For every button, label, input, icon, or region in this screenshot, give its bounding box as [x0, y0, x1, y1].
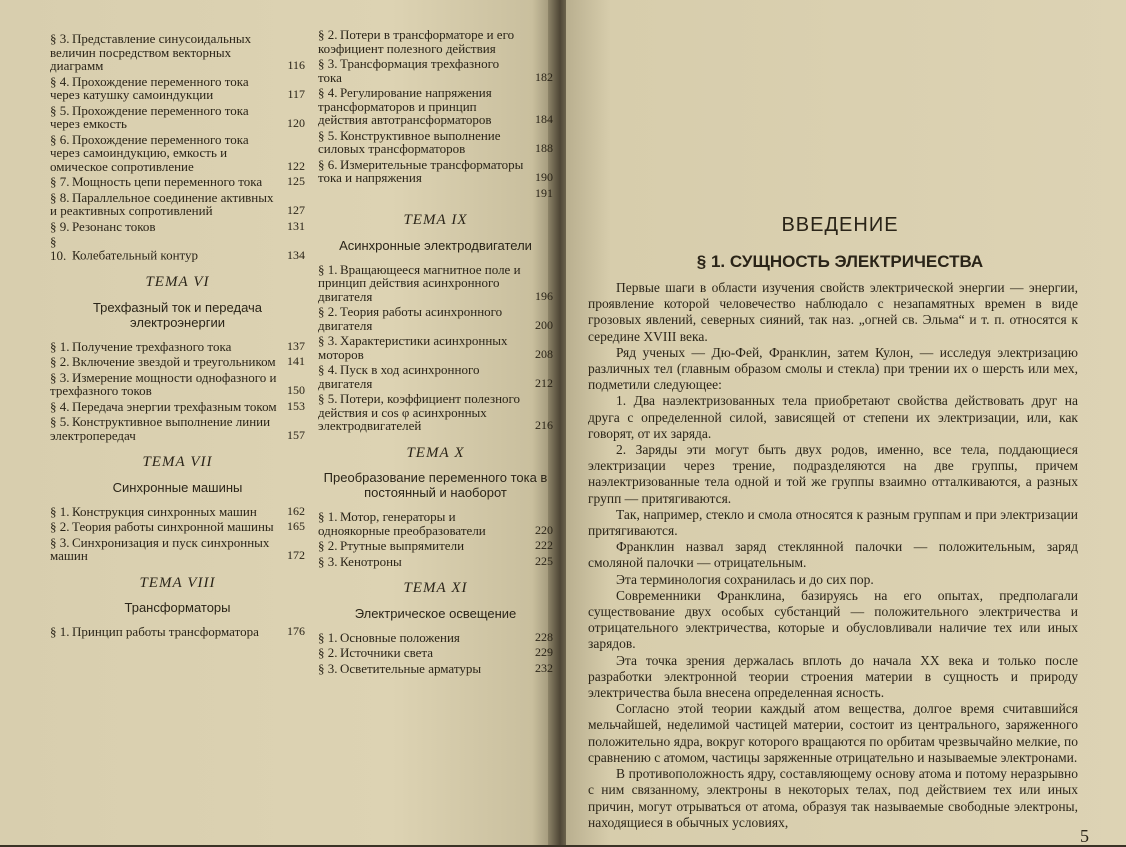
tema-heading: ТЕМА XI [403, 580, 468, 596]
section-title: Мощность цепи переменного тока [72, 174, 263, 189]
page-ref: 216 [535, 418, 553, 432]
toc-entry [50, 400, 305, 414]
toc-entry [50, 625, 305, 639]
toc-entry [50, 104, 305, 131]
toc-entry [50, 220, 305, 234]
toc-entry [50, 415, 305, 442]
toc-entry-text [50, 505, 305, 519]
section-number: § 2. [318, 538, 338, 553]
paragraph: Эта терминология сохранилась и до сих пор. [616, 571, 874, 587]
page-ref: 228 [535, 629, 553, 644]
page-ref: 150 [287, 383, 305, 397]
toc-entry-text [318, 555, 553, 569]
body-text [588, 280, 1078, 831]
section-title: Потери в трансформаторе и его коэфициент полезного действия [318, 27, 515, 56]
section-number: § 1. [50, 503, 70, 519]
topic-title: Электрическое освещение [354, 605, 517, 621]
page-ref: 222 [535, 538, 553, 552]
section-number: § 2. [50, 354, 70, 369]
toc-entry [50, 520, 305, 534]
section-number: § 10. [50, 234, 67, 263]
section-number: § 3. [50, 31, 70, 46]
section-number: § 5. [50, 414, 70, 429]
section-title: Конструктивное выполнение линии электропередач [50, 414, 271, 443]
section-title: Основные положения [340, 629, 460, 645]
page-ref: 137 [287, 338, 305, 353]
toc-entry-text [50, 400, 305, 414]
page-ref: 131 [287, 218, 305, 233]
toc-entry-text [50, 104, 305, 131]
toc-entry [50, 371, 305, 398]
section-title: Пуск в ход асинхронного двигателя [318, 362, 480, 391]
page-ref: 220 [535, 522, 553, 537]
section-title: Кенотроны [340, 553, 402, 569]
section-title: Конструктивное выполнение силовых трансформаторов [318, 127, 501, 156]
section-title: Потери, коэффициент полезного действия и cos φ асинхронных электродвигателей [318, 391, 521, 433]
toc-entry-text [50, 32, 305, 73]
topic-title: Трехфазный ток и передача электроэнергии [92, 299, 263, 330]
section-number: § 4. [318, 85, 338, 100]
toc-entry-text [318, 263, 553, 304]
toc-column-left [50, 32, 305, 641]
section-number: § 9. [50, 218, 70, 234]
page-ref: 134 [287, 247, 305, 262]
page-ref: 127 [287, 203, 305, 217]
toc-entries [50, 32, 305, 262]
paragraph: Ряд ученых — Дю-Фей, Франклин, затем Кулон, — исследуя электризацию различных тел (главным образом смолы и стекла) при трении их о шерсть или мех, подметили следующее: [588, 344, 1078, 393]
page-number-tail: 191 [535, 185, 553, 200]
toc-entry [318, 57, 553, 84]
toc-entry-text [318, 28, 553, 55]
section-title: Колебательный контур [72, 247, 199, 263]
section-title: Трансформация трехфазного тока [318, 56, 500, 85]
toc-entry-text [50, 191, 305, 218]
page-ref: 232 [535, 660, 553, 675]
paragraph: Первые шаги в области изучения свойств электрической энергии — энергии, проявление которой человечество наблюдало с незапамятных времен в виде грозовых явлений, северных сияний, так наз. „огней св. Эльма“ и т. п. относятся к середине XVIII века. [588, 280, 1078, 344]
toc-entry-text [50, 175, 305, 189]
toc-entry-text [318, 86, 553, 127]
section-number: § 8. [50, 189, 70, 205]
page-ref: 122 [287, 158, 305, 173]
toc-entry-text [318, 57, 553, 84]
toc-entries [318, 263, 553, 433]
section-number: § 5. [318, 391, 338, 406]
toc-entry [50, 235, 305, 262]
toc-entry [318, 86, 553, 127]
toc-entries [318, 631, 553, 676]
toc-entry-text [318, 334, 553, 361]
toc-entry [50, 175, 305, 189]
toc-entry-text [50, 520, 305, 534]
section-title: Ртутные выпрямители [340, 538, 465, 553]
page-ref: 208 [535, 346, 553, 361]
section-title: Включение звездой и треугольником [72, 354, 276, 369]
section-number: § 1. [50, 624, 70, 639]
section-number: § 5. [318, 127, 338, 143]
page-ref: 141 [287, 354, 305, 368]
section-title: Измерительные трансформаторы тока и напряжения [318, 156, 524, 185]
section-number: § 1. [318, 261, 338, 277]
section-number: § 4. [318, 362, 338, 377]
toc-entry-text [318, 363, 553, 390]
section-number: § 2. [50, 519, 70, 534]
section-number: § 1. [50, 338, 70, 354]
paragraph: В противоположность ядру, составляющему основу атома и потому неразрывно с ним связанному, электроны в некоторых телах, под действием тех или иных причин, могут отрываться от атома, образуя так называемые свободные электроны, находящиеся в обычных условиях, [588, 766, 1078, 830]
tema-heading: ТЕМА IX [403, 212, 468, 228]
toc-entry [318, 555, 553, 569]
page-ref: 176 [287, 624, 305, 638]
section-number: § 3. [318, 553, 338, 569]
toc-entry-text [50, 415, 305, 442]
toc-entry-text [50, 75, 305, 102]
page-ref: 165 [287, 519, 305, 533]
page-ref: 116 [287, 58, 305, 72]
section-number: § 1. [318, 629, 338, 645]
page-ref: 153 [287, 398, 305, 413]
page-ref: 212 [535, 375, 553, 390]
tema-heading: ТЕМА X [406, 444, 465, 461]
page-ref: 157 [287, 427, 305, 442]
toc-entry [50, 536, 305, 563]
toc-column-right [318, 28, 553, 677]
toc-entry-text [318, 539, 553, 553]
paragraph: 1. Два наэлектризованных тела приобретают свойства действовать друг на друга с определенной силой, зависящей от степени их электризации, или, как говорят, от их заряда. [588, 393, 1078, 441]
toc-entry [318, 392, 553, 433]
toc-entry-text [50, 235, 305, 262]
toc-entry-text [318, 158, 553, 185]
toc-entry [50, 340, 305, 354]
page-ref: 200 [535, 317, 553, 332]
section-title: Измерение мощности однофазного и трехфазного токов [50, 369, 277, 398]
section-title: Прохождение переменного тока через самоиндукцию, емкость и омическое сопротивление [50, 131, 249, 174]
topic-title: Асинхронные электродвигатели [339, 237, 532, 253]
toc-entry [50, 505, 305, 519]
section-title: Параллельное соединение активных и реактивных сопротивлений [50, 189, 274, 218]
page-number: 5 [1080, 826, 1089, 846]
section-number: § 2. [318, 645, 338, 660]
chapter-heading: ВВЕДЕНИЕ [781, 214, 899, 236]
section-title: Синхронизация и пуск синхронных машин [50, 534, 270, 563]
toc-entry [318, 263, 553, 304]
toc-entry-text [318, 392, 553, 433]
toc-entry [318, 631, 553, 645]
section-number: § 4. [50, 73, 70, 89]
toc-entry-text [318, 631, 553, 645]
section-title: Передача энергии трехфазным током [72, 398, 277, 414]
tema-heading: ТЕМА VIII [139, 574, 216, 591]
toc-entry-text [50, 133, 305, 174]
section-title: Источники света [340, 645, 434, 660]
section-number: § 3. [318, 660, 338, 676]
toc-entry-text [50, 340, 305, 354]
section-number: § 3. [50, 369, 70, 385]
toc-entry [318, 158, 553, 185]
toc-entry-text [50, 220, 305, 234]
toc-entry [50, 32, 305, 73]
section-title: Мотор, генераторы и одноякорные преобразователи [318, 509, 486, 538]
page-ref: 196 [535, 288, 553, 303]
section-number: § 6. [50, 131, 70, 147]
page-ref: 182 [535, 69, 553, 84]
toc-entry [50, 75, 305, 102]
section-title: Характеристики асинхронных моторов [318, 333, 508, 362]
toc-entry [318, 539, 553, 553]
toc-entry [318, 334, 553, 361]
page-ref: 125 [287, 174, 305, 188]
toc-entry-text [318, 510, 553, 537]
toc-entry-text [50, 355, 305, 369]
toc-entry [318, 129, 553, 156]
toc-entry-text [318, 662, 553, 676]
toc-entry-text [318, 646, 553, 660]
page-ref: 172 [287, 548, 305, 562]
page-ref: 229 [535, 645, 553, 659]
section-title: Конструкция синхронных машин [72, 503, 257, 519]
section-number: § 3. [50, 534, 70, 550]
section-title: Осветительные арматуры [340, 660, 482, 676]
section-number: § 3. [318, 56, 338, 71]
topic-title: Трансформаторы [124, 600, 231, 615]
section-title: Резонанс токов [72, 218, 156, 234]
section-number: § 3. [318, 333, 338, 348]
toc-entry [50, 191, 305, 218]
section-title: Теория работы асинхронного двигателя [318, 304, 503, 333]
paragraph: Современники Франклина, базируясь на его опытах, предполагали существование двух особых субстанций — положительного электричества и отрицательного электричества, которые и обусловливали наличие тех или иных зарядов. [588, 587, 1078, 652]
section-number: § 6. [318, 156, 338, 172]
toc-entries [318, 28, 553, 185]
section-title: Представление синусоидальных величин посредством векторных диаграмм [50, 31, 252, 73]
paragraph: Эта точка зрения держалась вплоть до начала XX века и только после разработки электронной теории строения материи в сущность и природу электричества была внесена определенная ясность. [588, 652, 1078, 701]
page-ref: 162 [287, 503, 305, 518]
toc-entry-text [50, 536, 305, 563]
tema-heading: ТЕМА VI [145, 274, 210, 290]
toc-entry [50, 355, 305, 369]
section-number: § 5. [50, 102, 70, 118]
toc-entry [318, 510, 553, 537]
page-ref: 188 [535, 141, 553, 155]
page-ref: 190 [535, 170, 553, 184]
toc-entries [50, 340, 305, 443]
topic-title: Преобразование переменного тока в постоянный и наоборот [323, 470, 548, 500]
page-ref: 225 [535, 553, 553, 568]
toc-entry-text [318, 129, 553, 156]
page-ref: 184 [535, 112, 553, 126]
section-title: Прохождение переменного тока через емкость [50, 102, 249, 131]
toc-entry [318, 363, 553, 390]
toc-entry [318, 662, 553, 676]
toc-entries [318, 510, 553, 568]
toc-entries [50, 625, 305, 639]
section-title: Теория работы синхронной машины [72, 519, 274, 534]
tema-heading: ТЕМА VII [142, 454, 213, 470]
toc-entry [318, 646, 553, 660]
paragraph: Франклин назвал заряд стеклянной палочки — положительным, заряд смоляной палочки — отрицательным. [588, 539, 1078, 571]
section-heading: § 1. СУЩНОСТЬ ЭЛЕКТРИЧЕСТВА [696, 252, 984, 271]
toc-entry-text [50, 371, 305, 398]
toc-entry [318, 28, 553, 55]
section-title: Принцип работы трансформатора [72, 624, 259, 639]
section-title: Получение трехфазного тока [72, 338, 232, 354]
section-number: § 4. [50, 398, 70, 414]
topic-title: Синхронные машины [112, 479, 243, 495]
section-title: Регулирование напряжения трансформаторов и принцип действия автотрансформаторов [318, 85, 492, 127]
toc-entry [318, 305, 553, 332]
paragraph: Согласно этой теории каждый атом вещества, долгое время считавшийся мельчайшей, неделимой частицей материи, состоит из центрального, заряженного положительно ядра, вокруг которого вращаются по орбитам чрезвычайно мелкие, по сравнению с атомом, частицы заряженные отрицательно и называемые электронами. [588, 701, 1078, 765]
section-title: Прохождение переменного тока через катушку самоиндукции [50, 73, 249, 102]
section-number: § 1. [318, 509, 338, 524]
toc-entry-text [318, 305, 553, 332]
toc-entry [50, 133, 305, 174]
section-number: § 2. [318, 304, 338, 319]
toc-entries [50, 505, 305, 563]
page-ref: 117 [287, 87, 305, 101]
page-ref: 120 [287, 116, 305, 130]
paragraph: 2. Заряды эти могут быть двух родов, именно, все тела, поддающиеся электризации через трение, подразделяются на две группы, причем наэлектризованные тела одной и той же группы взаимно отталкиваются, а разных групп — притягиваются. [588, 442, 1078, 506]
section-number: § 7. [50, 174, 70, 189]
toc-entry-text [50, 625, 305, 639]
section-number: § 2. [318, 27, 338, 42]
paragraph: Так, например, стекло и смола относятся к разным группам и при электризации притягиваются. [588, 506, 1078, 539]
section-title: Вращающееся магнитное поле и принцип действия асинхронного двигателя [318, 261, 521, 304]
